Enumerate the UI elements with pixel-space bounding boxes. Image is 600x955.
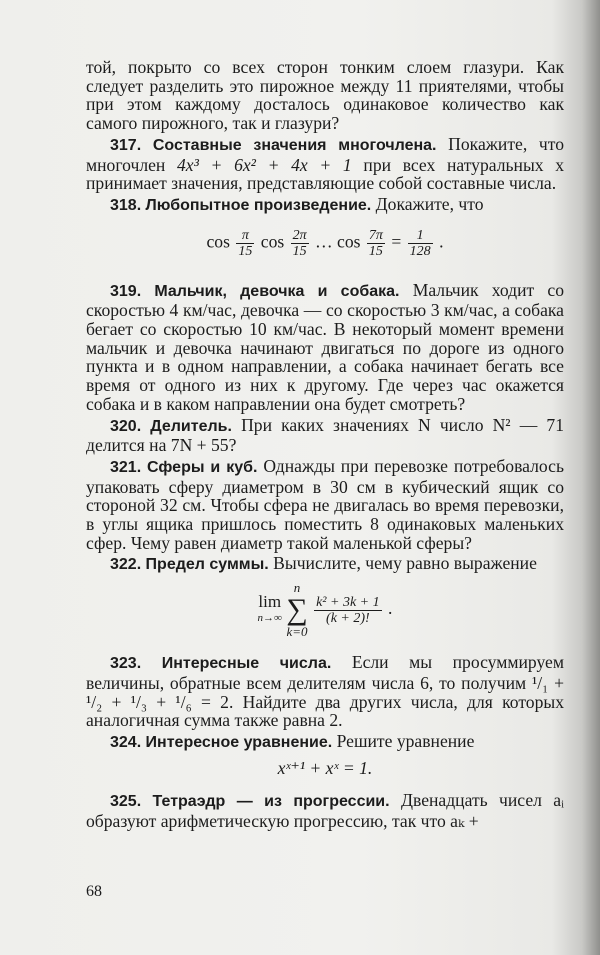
problem-text: Если мы просуммируем величины, обратные всем делителям числа 6, то получим	[86, 652, 564, 693]
problem-number: 325.	[110, 793, 142, 811]
problem-title: Составные значения многочлена.	[152, 136, 437, 154]
problem-text: Мальчик ходит со скоростью 4 км/час, девочка — со скоростью 3 км/час, а собака бегает со скоростью 10 км/час. В некоторый момент времени мальчик и девочка начинают двигаться по дороге из одного пункта и в одном направлении, а собака начинает бегать все время от одного из них к другому. Где через час окажется собака и в каком направлении она будет смотреть?	[86, 279, 565, 414]
problem-318	[86, 195, 564, 216]
problem-number: 323.	[110, 655, 142, 673]
problem-text: При каких значениях N число N² — 71 делится на 7N + 55?	[86, 414, 564, 456]
numerator: 2π	[292, 227, 307, 243]
problem-325	[86, 791, 564, 830]
problem-text: Покажите, что многочлен	[86, 133, 565, 175]
problem-text: Однажды при перевозке потребовалось упаковать сферу диаметром в 30 см в кубический ящик со стороной 32 см. Чтобы сфера не двигалась во время перевозки, в углы ящика пришлось поместить 8 одинаковых маленьких сфер. Чему равен диаметр такой маленькой сферы?	[86, 455, 564, 553]
numerator: 1	[408, 228, 433, 244]
problem-text: Вычислите, чему равно выражение	[273, 553, 537, 574]
problem-number: 319.	[110, 282, 142, 300]
denominator: 15	[238, 243, 253, 259]
result-fraction	[408, 228, 433, 259]
reciprocal-sum: ¹/₁ + ¹/₂ + ¹/₃ + ¹/₆ = 2.	[86, 672, 565, 712]
problem-text: Решите уравнение	[336, 730, 475, 751]
formula-322: lim n→∞ n ∑ k=0 $\frac{\text{k² + 3k + 1}}{(k + 2)!}$ .	[257, 580, 393, 640]
cos-label: cos	[337, 231, 361, 252]
problem-text: Докажите, что	[375, 193, 484, 214]
numerator: π	[236, 228, 254, 244]
problem-number: 322.	[110, 556, 142, 574]
formula-318: cos $\frac{\pi}{15}$ cos $\frac{2\pi}{15}$ … cos $\frac{7\pi}{15}$ = $\frac{1}{128}$ .	[206, 227, 444, 259]
lim-label: lim	[258, 592, 282, 612]
problem-number: 324.	[110, 733, 142, 751]
problem-title: Делитель.	[150, 417, 232, 435]
denominator: 15	[368, 243, 383, 259]
formula-324	[86, 759, 564, 778]
fraction	[291, 228, 309, 259]
numerator: k² + 3k + 1	[316, 594, 380, 610]
problem-title: Тетраэдр — из прогрессии.	[152, 793, 390, 811]
problem-title: Интересные числа.	[161, 655, 332, 673]
cos-label: cos	[260, 231, 285, 252]
fraction	[314, 595, 382, 626]
problem-number: 318.	[110, 196, 142, 214]
numerator: 7π	[368, 227, 383, 243]
problem-number: 321.	[110, 458, 142, 476]
problem-text: Найдите два других числа, для которых аналогичная сумма также равна 2.	[86, 691, 564, 731]
problem-title: Сферы и куб.	[147, 458, 258, 476]
problem-title: Мальчик, девочка и собака.	[154, 282, 400, 300]
problem-322	[86, 554, 564, 575]
denominator: 128	[409, 243, 431, 259]
limit	[258, 594, 282, 626]
page-number: 68	[86, 883, 102, 900]
problem-317	[86, 135, 564, 193]
sum-lower: k=0	[286, 624, 308, 640]
lim-subscript: n→∞	[257, 612, 282, 625]
fraction	[367, 228, 385, 259]
problem-number: 317.	[110, 136, 142, 154]
problem-319	[86, 281, 564, 414]
problem-title: Любопытное произведение.	[145, 196, 372, 214]
problem-number: 320.	[110, 417, 142, 435]
sigma-symbol: ∑	[286, 593, 308, 627]
problem-320	[86, 416, 564, 455]
problem-323	[86, 653, 564, 730]
cos-label: cos	[206, 231, 230, 252]
problem-title: Предел суммы.	[145, 556, 269, 574]
denominator: (k + 2)!	[326, 610, 370, 626]
equation: xˣ⁺¹ + xˣ = 1.	[277, 757, 373, 778]
summation	[286, 581, 307, 639]
ellipsis: …	[315, 231, 333, 252]
polynomial: 4x³ + 6x² + 4x + 1	[177, 154, 352, 175]
fraction	[236, 228, 254, 259]
intro-paragraph: той, покрыто со всех сторон тонким слоем глазури. Как следует разделить это пирожное между 11 приятелями, чтобы при этом каждому досталось одинаковое количество как самого пирожного, так и глазури?	[86, 57, 564, 134]
problem-text: Двенадцать чисел aᵢ образуют арифметическую прогрессию, так что aₖ +	[86, 790, 564, 832]
problem-324	[86, 732, 564, 753]
problem-text: при всех натуральных x принимает значения, представляющие собой составные числа.	[86, 154, 565, 194]
page-content	[86, 58, 564, 831]
sum-upper: n	[293, 580, 301, 596]
denominator: 15	[292, 243, 307, 259]
problem-321	[86, 457, 564, 553]
problem-title: Интересное уравнение.	[145, 733, 333, 751]
